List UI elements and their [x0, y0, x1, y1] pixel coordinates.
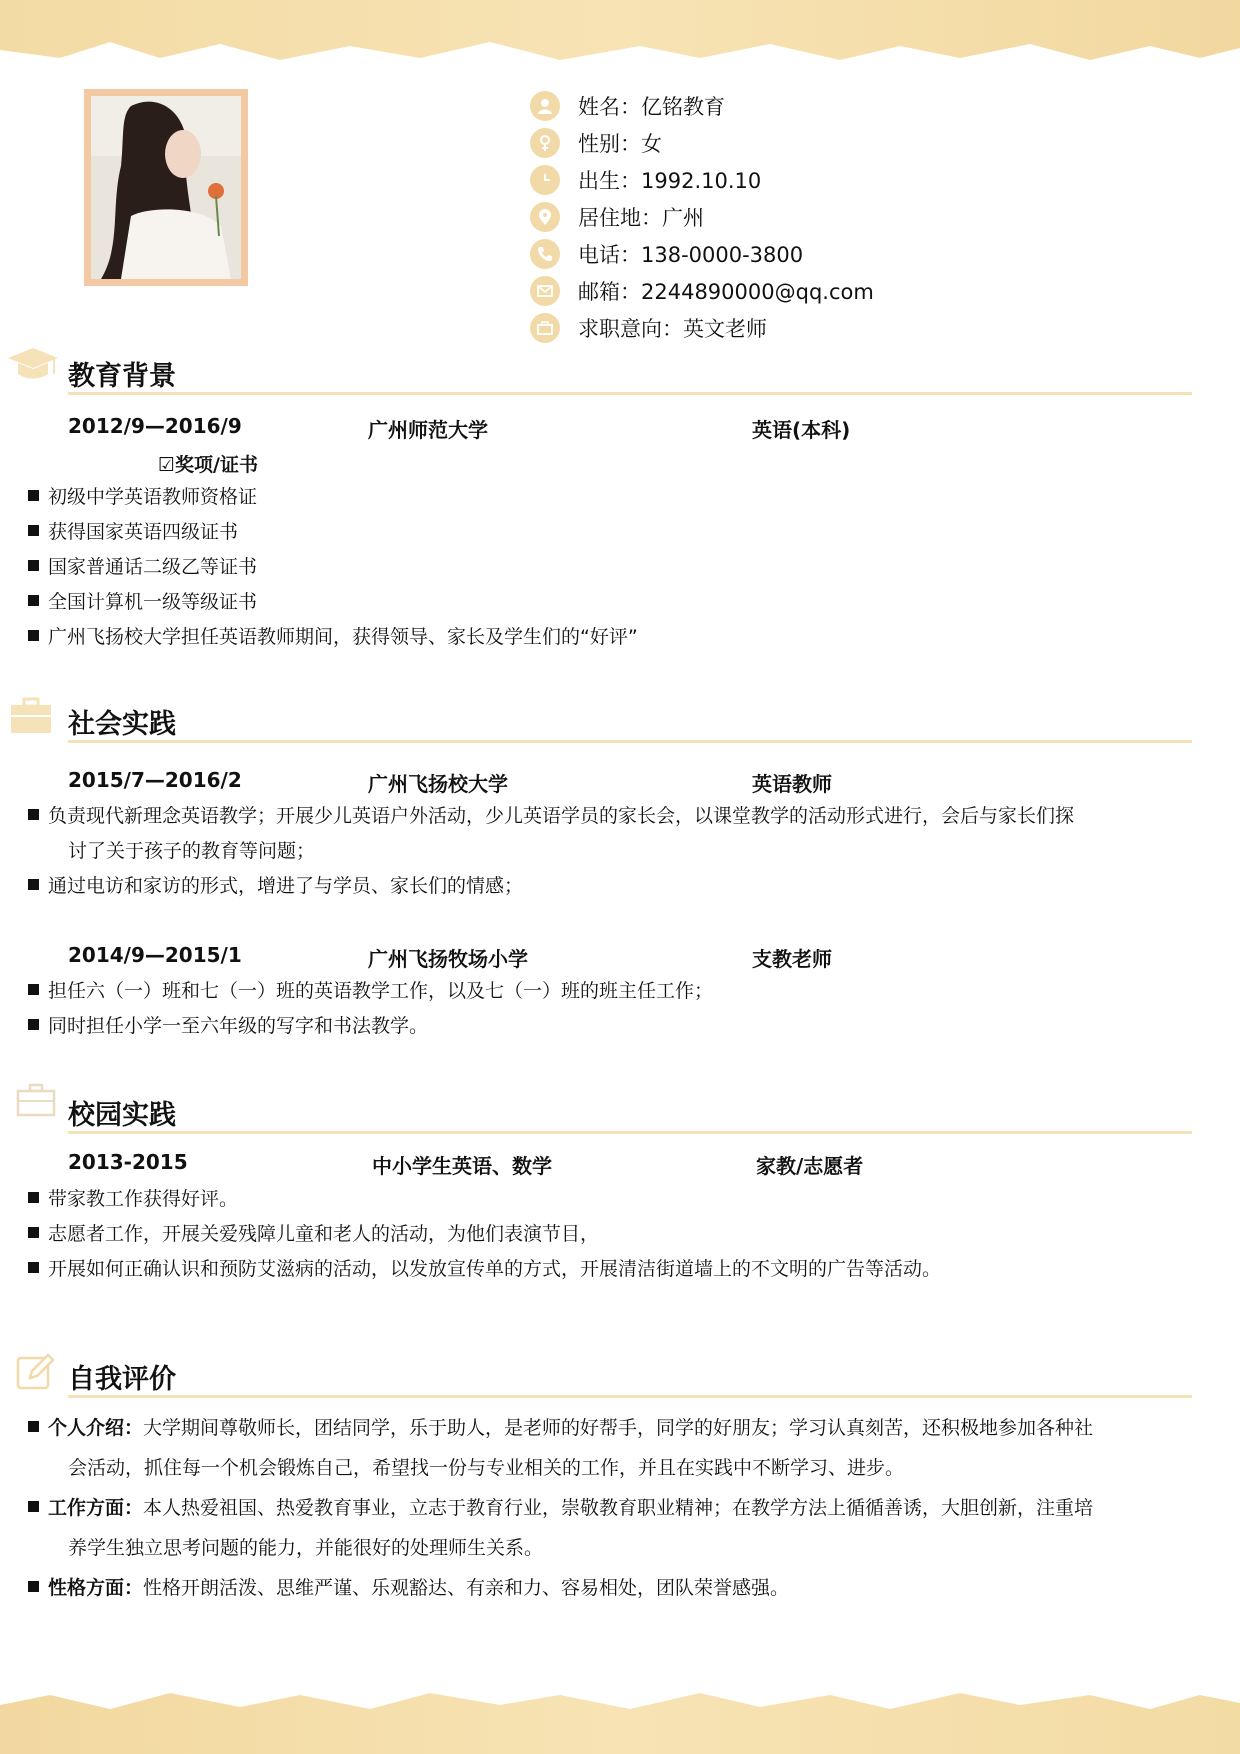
bullet-square-icon	[28, 560, 39, 571]
top-paper-band	[0, 0, 1240, 75]
briefcase-icon	[530, 313, 560, 343]
award-item: 获得国家英语四级证书	[28, 515, 238, 550]
birth-text: 出生：1992.10.10	[578, 169, 762, 193]
education-school: 广州师范大学	[368, 418, 488, 442]
social-bullet: 通过电访和家访的形式，增进了与学员、家长们的情感；	[28, 869, 523, 904]
bullet-square-icon	[28, 630, 39, 641]
social-org: 广州飞扬校大学	[368, 772, 508, 796]
phone-text: 电话：138-0000-3800	[578, 243, 804, 267]
self-eval-item: 个人介绍：大学期间尊敬师长，团结同学，乐于助人，是老师的好帮手，同学的好朋友；学习认真刻苦，还积极地参加各种社 会活动，抓住每一个机会锻炼自己，希望找一份与专业相关的工作，并且在实践中不断学习、进步。	[28, 1408, 1200, 1488]
bullet-square-icon	[28, 525, 39, 536]
phone-icon	[530, 239, 560, 269]
info-name	[530, 88, 725, 124]
profile-photo	[84, 89, 248, 286]
social-role: 英语教师	[752, 772, 832, 796]
section-divider	[68, 1131, 1192, 1134]
objective-text: 求职意向：英文老师	[578, 317, 767, 341]
social-org: 广州飞扬牧场小学	[368, 947, 528, 971]
info-email	[530, 273, 874, 309]
campus-period: 2013-2015	[68, 1150, 188, 1174]
bullet-square-icon	[28, 1581, 39, 1592]
bullet-square-icon	[28, 809, 39, 820]
clock-icon	[530, 165, 560, 195]
self-eval-item: 工作方面：本人热爱祖国、热爱教育事业，立志于教育行业，崇敬教育职业精神；在教学方法上循循善诱，大胆创新，注重培 养学生独立思考问题的能力，并能很好的处理师生关系。	[28, 1488, 1200, 1568]
info-residence	[530, 199, 704, 235]
location-pin-icon	[530, 202, 560, 232]
campus-subject: 中小学生英语、数学	[372, 1154, 552, 1178]
education-period: 2012/9—2016/9	[68, 414, 242, 438]
info-gender	[530, 125, 662, 161]
social-bullet: 负责现代新理念英语教学；开展少儿英语户外活动，少儿英语学员的家长会，以课堂教学的活动形式进行，会后与家长们探 讨了关于孩子的教育等问题；	[28, 799, 1200, 869]
info-phone	[530, 236, 803, 272]
bullet-square-icon	[28, 1019, 39, 1030]
residence-text: 居住地：广州	[578, 206, 704, 230]
graduation-cap-icon	[6, 344, 60, 388]
user-icon	[530, 91, 560, 121]
email-icon	[530, 276, 560, 306]
section-divider	[68, 1395, 1192, 1398]
portrait-image	[91, 96, 241, 279]
female-icon	[530, 128, 560, 158]
award-item: 广州飞扬校大学担任英语教师期间，获得领导、家长及学生们的“好评”	[28, 620, 638, 655]
bullet-square-icon	[28, 984, 39, 995]
bullet-square-icon	[28, 1192, 39, 1203]
briefcase-outline-icon	[16, 1082, 56, 1122]
section-title-education: 教育背景	[68, 361, 176, 392]
social-bullet: 担任六（一）班和七（一）班的英语教学工作，以及七（一）班的班主任工作；	[28, 974, 713, 1009]
name-text: 姓名：亿铭教育	[578, 95, 725, 119]
award-item: 国家普通话二级乙等证书	[28, 550, 257, 585]
bullet-square-icon	[28, 1421, 39, 1432]
bullet-square-icon	[28, 1262, 39, 1273]
campus-bullet: 志愿者工作，开展关爱残障儿童和老人的活动，为他们表演节目，	[28, 1217, 599, 1252]
social-bullet: 同时担任小学一至六年级的写字和书法教学。	[28, 1009, 428, 1044]
email-text: 邮箱：2244890000@qq.com	[578, 280, 874, 304]
bottom-paper-band	[0, 1675, 1240, 1754]
info-objective	[530, 310, 767, 346]
section-divider	[68, 740, 1192, 743]
bullet-square-icon	[28, 1501, 39, 1512]
award-item: 初级中学英语教师资格证	[28, 480, 257, 515]
award-item: 全国计算机一级等级证书	[28, 585, 257, 620]
bullet-square-icon	[28, 490, 39, 501]
gender-text: 性别：女	[578, 132, 662, 156]
campus-role: 家教/志愿者	[756, 1154, 864, 1178]
social-period: 2014/9—2015/1	[68, 943, 242, 967]
social-role: 支教老师	[752, 947, 832, 971]
briefcase-section-icon	[10, 696, 52, 738]
section-title-self-eval: 自我评价	[68, 1364, 176, 1395]
info-birth	[530, 162, 761, 198]
campus-bullet: 带家教工作获得好评。	[28, 1182, 238, 1217]
bullet-square-icon	[28, 1227, 39, 1238]
bullet-square-icon	[28, 595, 39, 606]
section-title-campus: 校园实践	[68, 1100, 176, 1131]
awards-title: ☑奖项/证书	[158, 454, 258, 476]
section-divider	[68, 392, 1192, 395]
education-major: 英语(本科)	[752, 418, 851, 442]
bullet-square-icon	[28, 879, 39, 890]
campus-bullet: 开展如何正确认识和预防艾滋病的活动，以发放宣传单的方式，开展清洁街道墙上的不文明的广告等活动。	[28, 1252, 941, 1287]
edit-pencil-icon	[16, 1352, 56, 1396]
self-eval-item: 性格方面：性格开朗活泼、思维严谨、乐观豁达、有亲和力、容易相处，团队荣誉感强。	[28, 1568, 1200, 1608]
social-period: 2015/7—2016/2	[68, 768, 242, 792]
section-title-social: 社会实践	[68, 709, 176, 740]
